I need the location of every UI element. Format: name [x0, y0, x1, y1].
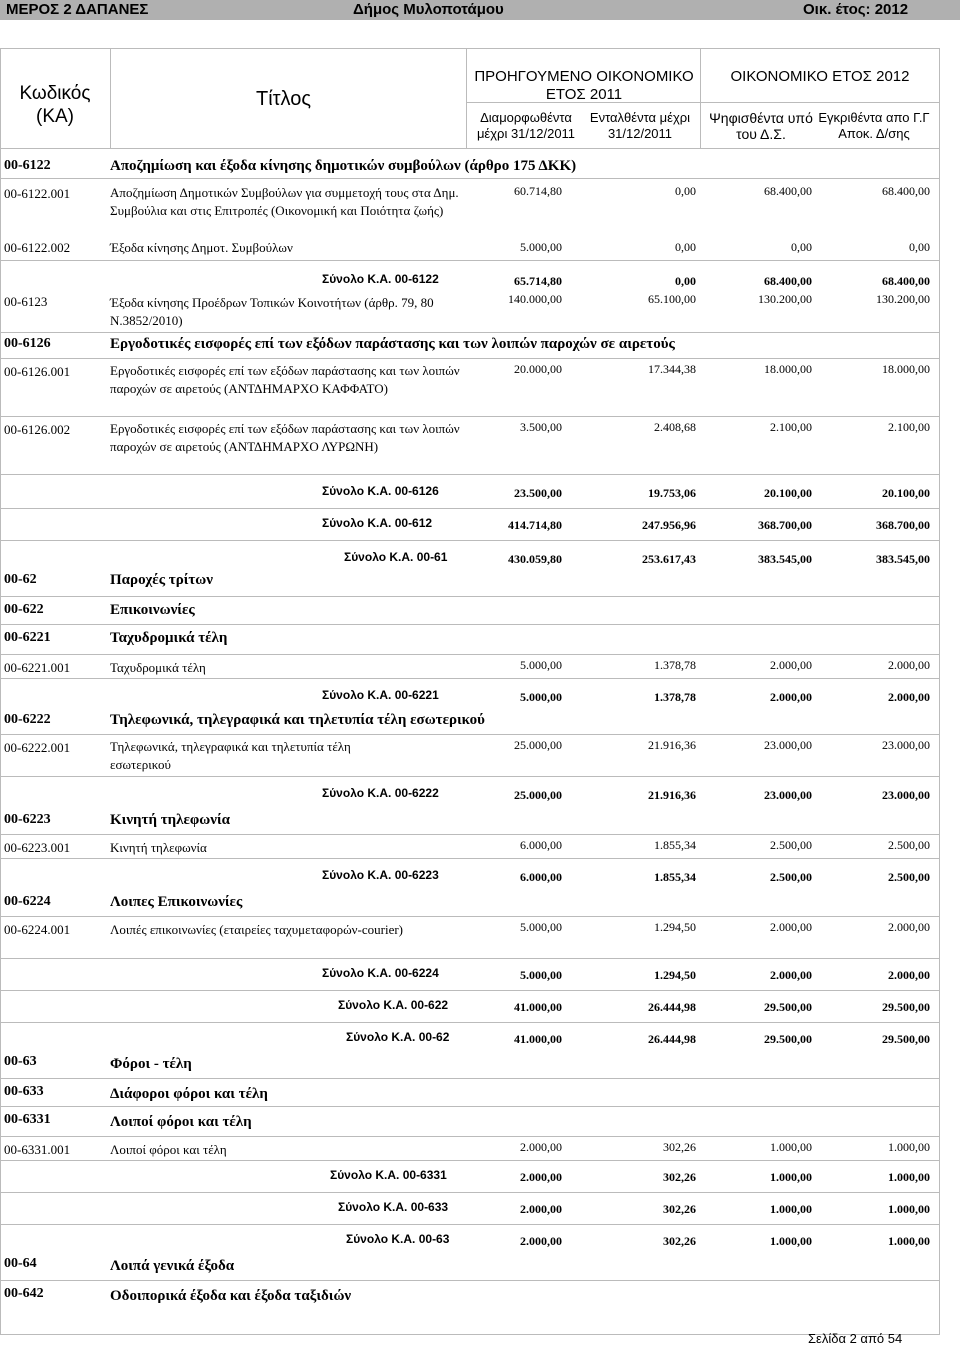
- amount-col4: 368.700,00: [876, 518, 930, 532]
- row-title: Αποζημίωση Δημοτικών Συμβούλων για συμμετοχή τους στα Δημ. Συμβούλια και στις Επιτροπές (Οικονομική και Ποιότητα ζωής): [110, 185, 459, 218]
- header-cur-year: ΟΙΚΟΝΟΜΙΚΟ ΕΤΟΣ 2012: [730, 68, 910, 85]
- row-code: 00-6221: [4, 630, 51, 645]
- row-divider: [0, 260, 939, 261]
- row-title: Λοιπες Επικοινωνίες: [110, 894, 243, 910]
- row-code: 00-633: [4, 1084, 44, 1099]
- row-code: 00-6331: [4, 1112, 51, 1127]
- row-title: Εργοδοτικές εισφορές επί των εξόδων παράστασης και των λοιπών παροχών σε αιρετούς: [110, 336, 675, 352]
- col-divider: [110, 48, 111, 148]
- row-divider: [0, 624, 939, 625]
- row-divider: [0, 734, 939, 735]
- amount-col1: 5.000,00: [520, 240, 562, 254]
- amount-col4: 29.500,00: [882, 1032, 930, 1046]
- amount-col4: 1.000,00: [888, 1140, 930, 1154]
- amount-col1: 2.000,00: [520, 1140, 562, 1154]
- row-code: 00-6223: [4, 812, 51, 827]
- amount-col1: 3.500,00: [520, 420, 562, 434]
- header-col2: Ενταλθέντα μέχρι 31/12/2011: [589, 110, 691, 141]
- amount-col3: 29.500,00: [764, 1032, 812, 1046]
- amount-col1: 430.059,80: [508, 552, 562, 566]
- row-divider: [0, 1106, 939, 1107]
- row-divider: [0, 178, 939, 179]
- header-prev-year: ΠΡΟΗΓΟΥΜΕΝΟ ΟΙΚΟΝΟΜΙΚΟ ΕΤΟΣ 2011: [474, 68, 694, 103]
- row-divider: [0, 834, 939, 835]
- row-divider: [0, 1192, 939, 1193]
- amount-col4: 383.545,00: [876, 552, 930, 566]
- row-title: Αποζημίωση και έξοδα κίνησης δημοτικών συμβούλων (άρθρο 175 ΔΚΚ): [110, 158, 577, 174]
- row-title: Επικοινωνίες: [110, 602, 195, 618]
- row-divider: [0, 916, 939, 917]
- row-code: 00-63: [4, 1054, 37, 1069]
- fiscal-year-label: Οικ. έτος: 2012: [803, 1, 909, 18]
- amount-col1: 5.000,00: [520, 920, 562, 934]
- amount-col1: 2.000,00: [520, 1170, 562, 1184]
- row-title: Τηλεφωνικά, τηλεγραφικά και τηλετυπία τέλη εσωτερικού: [110, 739, 351, 772]
- row-divider: [0, 1280, 939, 1281]
- amount-col2: 1.378,78: [654, 690, 696, 704]
- top-bar: [0, 0, 960, 20]
- subtotal-label: Σύνολο Κ.Α. 00-61: [344, 550, 448, 564]
- amount-col2: 302,26: [663, 1234, 696, 1248]
- amount-col3: 1.000,00: [770, 1140, 812, 1154]
- amount-col2: 1.378,78: [654, 658, 696, 672]
- row-code: 00-6224.001: [4, 922, 71, 937]
- subtotal-label: Σύνολο Κ.Α. 00-6122: [322, 272, 439, 286]
- amount-col3: 130.200,00: [758, 292, 812, 306]
- subtotal-label: Σύνολο Κ.Α. 00-63: [346, 1232, 450, 1246]
- amount-col4: 2.100,00: [888, 420, 930, 434]
- amount-col2: 65.100,00: [648, 292, 696, 306]
- amount-col2: 21.916,36: [648, 738, 696, 752]
- amount-col2: 302,26: [663, 1140, 696, 1154]
- amount-col1: 23.500,00: [514, 486, 562, 500]
- row-divider: [0, 474, 939, 475]
- row-divider: [0, 1022, 939, 1023]
- row-divider: [0, 654, 939, 655]
- amount-col1: 25.000,00: [514, 788, 562, 802]
- amount-col2: 247.956,96: [642, 518, 696, 532]
- amount-col4: 130.200,00: [876, 292, 930, 306]
- row-code: 00-6222: [4, 712, 51, 727]
- row-title: Λοιποί φόροι και τέλη: [110, 1114, 252, 1130]
- amount-col2: 0,00: [675, 274, 696, 288]
- row-title: Κινητή τηλεφωνία: [110, 840, 207, 855]
- row-title: Εργοδοτικές εισφορές επί των εξόδων παράστασης και των λοιπών παροχών σε αιρετούς (ΑΝΤΔΗΜΑΡΧΟ ΚΑΦΦΑΤΟ): [110, 363, 460, 396]
- subtotal-label: Σύνολο Κ.Α. 00-6221: [322, 688, 439, 702]
- row-title: Λοιποί φόροι και τέλη: [110, 1142, 227, 1157]
- header-col3: Ψηφισθέντα υπό του Δ.Σ.: [709, 110, 813, 142]
- row-code: 00-6224: [4, 894, 51, 909]
- amount-col1: 2.000,00: [520, 1234, 562, 1248]
- amount-col4: 2.500,00: [888, 838, 930, 852]
- amount-col3: 2.000,00: [770, 920, 812, 934]
- amount-col2: 2.408,68: [654, 420, 696, 434]
- row-code: 00-6331.001: [4, 1142, 71, 1157]
- row-code: 00-6122.002: [4, 240, 71, 255]
- row-divider: [0, 1136, 939, 1137]
- row-divider: [0, 990, 939, 991]
- row-title: Έξοδα κίνησης Προέδρων Τοπικών Κοινοτήτων (άρθρ. 79, 80 Ν.3852/2010): [110, 295, 434, 328]
- amount-col1: 5.000,00: [520, 690, 562, 704]
- row-divider: [0, 596, 939, 597]
- amount-col1: 20.000,00: [514, 362, 562, 376]
- row-title: Φόροι - τέλη: [110, 1056, 192, 1072]
- amount-col3: 2.000,00: [770, 690, 812, 704]
- amount-col2: 302,26: [663, 1170, 696, 1184]
- amount-col4: 1.000,00: [888, 1202, 930, 1216]
- row-title: Κινητή τηλεφωνία: [110, 812, 230, 828]
- amount-col4: 29.500,00: [882, 1000, 930, 1014]
- subtotal-label: Σύνολο Κ.Α. 00-633: [338, 1200, 449, 1214]
- amount-col2: 302,26: [663, 1202, 696, 1216]
- amount-col1: 6.000,00: [520, 838, 562, 852]
- amount-col3: 2.100,00: [770, 420, 812, 434]
- amount-col4: 18.000,00: [882, 362, 930, 376]
- row-title: Διάφοροι φόροι και τέλη: [110, 1086, 268, 1102]
- amount-col3: 23.000,00: [764, 738, 812, 752]
- amount-col4: 0,00: [909, 240, 930, 254]
- amount-col3: 1.000,00: [770, 1170, 812, 1184]
- row-title: Ταχυδρομικά τέλη: [110, 660, 206, 675]
- row-title: Έξοδα κίνησης Δημοτ. Συμβούλων: [110, 240, 293, 255]
- amount-col3: 1.000,00: [770, 1202, 812, 1216]
- amount-col2: 17.344,38: [648, 362, 696, 376]
- subtotal-label: Σύνολο Κ.Α. 00-6223: [322, 868, 439, 882]
- amount-col1: 41.000,00: [514, 1000, 562, 1014]
- row-divider: [0, 416, 939, 417]
- subtotal-label: Σύνολο Κ.Α. 00-6222: [322, 786, 439, 800]
- row-divider: [0, 332, 939, 333]
- amount-col4: 2.000,00: [888, 920, 930, 934]
- amount-col2: 1.855,34: [654, 870, 696, 884]
- header-divider: [0, 148, 939, 149]
- col-divider: [466, 48, 467, 148]
- row-divider: [0, 858, 939, 859]
- section-label: ΜΕΡΟΣ 2 ΔΑΠΑΝΕΣ: [6, 1, 149, 18]
- row-code: 00-6223.001: [4, 840, 71, 855]
- amount-col4: 23.000,00: [882, 738, 930, 752]
- amount-col1: 2.000,00: [520, 1202, 562, 1216]
- amount-col4: 68.400,00: [882, 274, 930, 288]
- amount-col1: 41.000,00: [514, 1032, 562, 1046]
- amount-col2: 1.294,50: [654, 920, 696, 934]
- amount-col2: 26.444,98: [648, 1032, 696, 1046]
- row-divider: [0, 1160, 939, 1161]
- amount-col1: 25.000,00: [514, 738, 562, 752]
- row-code: 00-6126.002: [4, 422, 71, 437]
- subtotal-label: Σύνολο Κ.Α. 00-6224: [322, 966, 439, 980]
- amount-col2: 1.294,50: [654, 968, 696, 982]
- row-code: 00-622: [4, 602, 44, 617]
- amount-col3: 18.000,00: [764, 362, 812, 376]
- row-divider: [0, 358, 939, 359]
- amount-col3: 20.100,00: [764, 486, 812, 500]
- subtotal-label: Σύνολο Κ.Α. 00-612: [322, 516, 433, 530]
- row-code: 00-6221.001: [4, 660, 71, 675]
- row-code: 00-6222.001: [4, 740, 71, 755]
- row-title: Ταχυδρομικά τέλη: [110, 630, 228, 646]
- amount-col1: 5.000,00: [520, 658, 562, 672]
- amount-col3: 368.700,00: [758, 518, 812, 532]
- row-title: Λοιπές επικοινωνίες (εταιρείες ταχυμεταφορών-courier): [110, 922, 404, 937]
- amount-col3: 383.545,00: [758, 552, 812, 566]
- row-divider: [0, 1224, 939, 1225]
- amount-col2: 0,00: [675, 240, 696, 254]
- amount-col1: 6.000,00: [520, 870, 562, 884]
- amount-col4: 2.000,00: [888, 658, 930, 672]
- row-title: Τηλεφωνικά, τηλεγραφικά και τηλετυπία τέλη εσωτερικού: [110, 712, 485, 728]
- col-divider: [700, 48, 701, 148]
- amount-col1: 60.714,80: [514, 184, 562, 198]
- amount-col3: 0,00: [791, 240, 812, 254]
- amount-col4: 1.000,00: [888, 1234, 930, 1248]
- municipality-label: Δήμος Μυλοποτάμου: [353, 1, 504, 18]
- amount-col4: 2.000,00: [888, 968, 930, 982]
- row-code: 00-64: [4, 1256, 37, 1271]
- amount-col1: 140.000,00: [508, 292, 562, 306]
- amount-col2: 253.617,43: [642, 552, 696, 566]
- header-col4: Εγκριθέντα απο Γ.Γ Αποκ. Δ/σης: [818, 110, 930, 141]
- amount-col4: 20.100,00: [882, 486, 930, 500]
- amount-col3: 1.000,00: [770, 1234, 812, 1248]
- amount-col2: 21.916,36: [648, 788, 696, 802]
- amount-col1: 414.714,80: [508, 518, 562, 532]
- row-divider: [0, 958, 939, 959]
- row-divider: [0, 678, 939, 679]
- subtotal-label: Σύνολο Κ.Α. 00-622: [338, 998, 449, 1012]
- row-code: 00-6126: [4, 336, 51, 351]
- amount-col3: 2.000,00: [770, 658, 812, 672]
- row-code: 00-642: [4, 1286, 44, 1301]
- page-number: Σελίδα 2 από 54: [808, 1331, 903, 1346]
- row-title: Παροχές τρίτων: [110, 572, 213, 588]
- amount-col4: 68.400,00: [882, 184, 930, 198]
- amount-col4: 2.500,00: [888, 870, 930, 884]
- amount-col4: 2.000,00: [888, 690, 930, 704]
- row-code: 00-6122.001: [4, 186, 71, 201]
- header-title: Τίτλος: [256, 88, 312, 110]
- subtotal-label: Σύνολο Κ.Α. 00-62: [346, 1030, 450, 1044]
- amount-col3: 29.500,00: [764, 1000, 812, 1014]
- row-divider: [0, 540, 939, 541]
- amount-col3: 2.500,00: [770, 838, 812, 852]
- row-title: Εργοδοτικές εισφορές επί των εξόδων παράστασης και των λοιπών παροχών σε αιρετούς (ΑΝΤΔΗΜΑΡΧΟ ΛΥΡΩΝΗ): [110, 421, 460, 454]
- amount-col3: 68.400,00: [764, 184, 812, 198]
- header-code: Κωδικός (ΚΑ): [19, 83, 91, 127]
- amount-col4: 23.000,00: [882, 788, 930, 802]
- amount-col2: 1.855,34: [654, 838, 696, 852]
- row-divider: [0, 508, 939, 509]
- amount-col4: 1.000,00: [888, 1170, 930, 1184]
- row-divider: [0, 1078, 939, 1079]
- row-code: 00-6126.001: [4, 364, 71, 379]
- amount-col2: 19.753,06: [648, 486, 696, 500]
- amount-col3: 2.000,00: [770, 968, 812, 982]
- amount-col1: 5.000,00: [520, 968, 562, 982]
- amount-col2: 0,00: [675, 184, 696, 198]
- row-title: Οδοιπορικά έξοδα και έξοδα ταξιδιών: [110, 1288, 352, 1304]
- row-code: 00-62: [4, 572, 37, 587]
- subtotal-label: Σύνολο Κ.Α. 00-6126: [322, 484, 439, 498]
- row-code: 00-6123: [4, 294, 48, 309]
- row-code: 00-6122: [4, 158, 51, 173]
- amount-col3: 68.400,00: [764, 274, 812, 288]
- amount-col1: 65.714,80: [514, 274, 562, 288]
- row-title: Λοιπά γενικά έξοδα: [110, 1258, 235, 1274]
- header-col1: Διαμορφωθέντα μέχρι 31/12/2011: [476, 110, 576, 141]
- amount-col3: 2.500,00: [770, 870, 812, 884]
- subtotal-label: Σύνολο Κ.Α. 00-6331: [330, 1168, 447, 1182]
- amount-col3: 23.000,00: [764, 788, 812, 802]
- row-divider: [0, 776, 939, 777]
- amount-col2: 26.444,98: [648, 1000, 696, 1014]
